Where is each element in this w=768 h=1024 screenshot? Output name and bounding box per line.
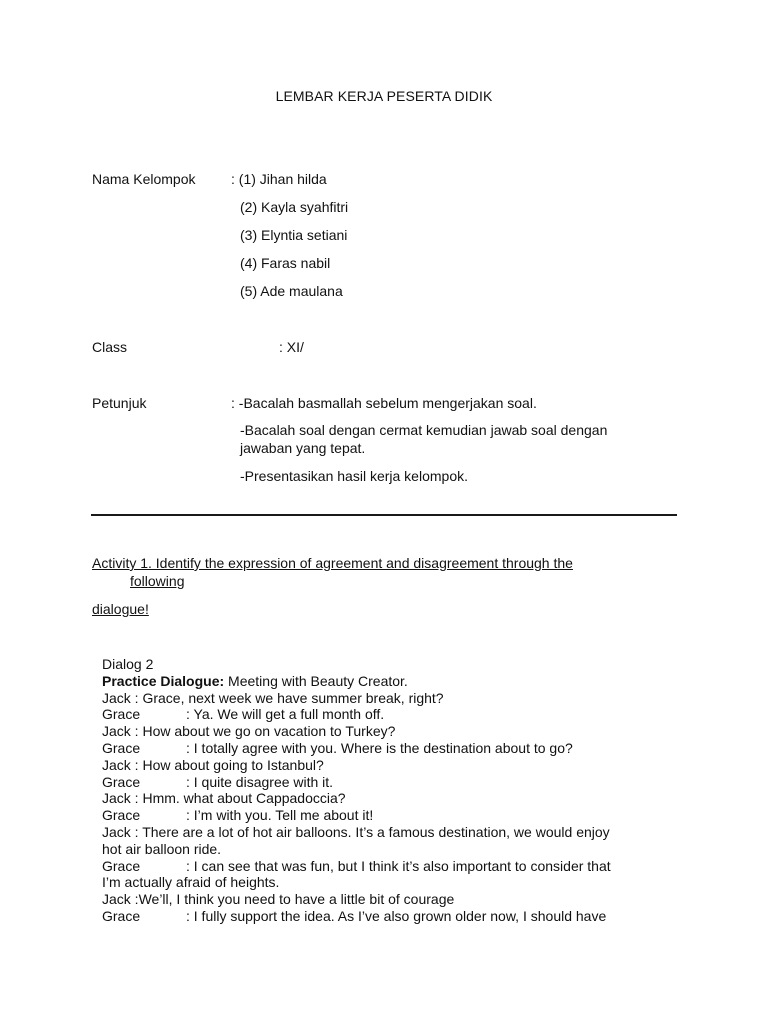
instruction-2: -Bacalah soal dengan cermat kemudian jawab soal dengan: [240, 422, 608, 438]
group-member-1: : (1) Jihan hilda: [231, 171, 327, 187]
group-member-4: (4) Faras nabil: [240, 255, 331, 271]
dialog-line: [102, 723, 682, 740]
dialog-line-text: hot air balloon ride.: [102, 840, 222, 857]
practice-dialogue-label: Practice Dialogue:: [102, 672, 225, 689]
activity-heading-line-1: Activity 1. Identify the expression of agreement and disagreement through the: [92, 555, 573, 571]
dialog-line: [102, 774, 682, 791]
dialog-line-text: Jack : How about going to Istanbul?: [102, 756, 324, 773]
dialog-heading: Dialog 2: [102, 656, 154, 672]
dialog-line-text: : I quite disagree with it.: [186, 773, 334, 790]
practice-dialogue-text: Meeting with Beauty Creator.: [224, 672, 408, 689]
dialog-line: [102, 706, 682, 723]
dialog-speaker: Grace: [102, 907, 141, 924]
dialog-line-text: : I’m with you. Tell me about it!: [186, 807, 374, 824]
dialog-line-text: I’m actually afraid of heights.: [102, 874, 280, 891]
dialog-line: [102, 690, 682, 707]
dialog-line-text: : I totally agree with you. Where is the destination about to go?: [186, 739, 573, 756]
dialog-speaker: Grace: [102, 773, 141, 790]
practice-dialogue-line: [102, 673, 682, 690]
activity-heading-line-3: dialogue!: [92, 601, 149, 617]
dialog-line-text: : I can see that was fun, but I think it’s also important to consider that: [186, 857, 611, 874]
instruction-2-continued: jawaban yang tepat.: [240, 440, 366, 456]
dialog-line-text: : I fully support the idea. As I’ve also grown older now, I should have: [186, 907, 607, 924]
group-name-label: Nama Kelompok: [92, 171, 196, 187]
dialog-line: [102, 790, 682, 807]
dialog-line-text: Jack : There are a lot of hot air balloons. It’s a famous destination, we would enjoy: [102, 823, 610, 840]
instructions-label: Petunjuk: [92, 395, 147, 411]
group-member-5: (5) Ade maulana: [240, 283, 343, 299]
dialog-speaker: Grace: [102, 739, 141, 756]
group-member-3: (3) Elyntia setiani: [240, 227, 348, 243]
dialog-line-text: Jack : How about we go on vacation to Turkey?: [102, 723, 396, 740]
dialog-line: [102, 874, 682, 891]
dialog-line: [102, 824, 682, 841]
dialog-line: [102, 740, 682, 757]
dialog-line: [102, 858, 682, 875]
dialog-line-text: Jack : Hmm. what about Cappadoccia?: [102, 790, 346, 807]
dialog-line: [102, 841, 682, 858]
dialog-line: [102, 757, 682, 774]
page-title: LEMBAR KERJA PESERTA DIDIK: [275, 88, 493, 104]
class-label: Class: [92, 339, 128, 355]
dialog-line: [102, 891, 682, 908]
dialog-speaker: Grace: [102, 807, 141, 824]
divider-line: [91, 514, 677, 516]
dialog-speaker: Grace: [102, 706, 141, 723]
dialog-block: [102, 656, 682, 925]
dialog-line: [102, 908, 682, 925]
instruction-3: -Presentasikan hasil kerja kelompok.: [240, 468, 468, 484]
class-value: : XI/: [279, 339, 304, 355]
dialog-line-text: Jack :We’ll, I think you need to have a little bit of courage: [102, 891, 455, 908]
dialog-line-text: : Ya. We will get a full month off.: [186, 706, 385, 723]
activity-heading-line-2: following: [130, 573, 185, 589]
dialog-speaker: Grace: [102, 857, 141, 874]
dialog-line: [102, 807, 682, 824]
group-member-2: (2) Kayla syahfitri: [240, 199, 349, 215]
instruction-1: : -Bacalah basmallah sebelum mengerjakan soal.: [231, 395, 537, 411]
dialog-line-text: Jack : Grace, next week we have summer break, right?: [102, 689, 444, 706]
